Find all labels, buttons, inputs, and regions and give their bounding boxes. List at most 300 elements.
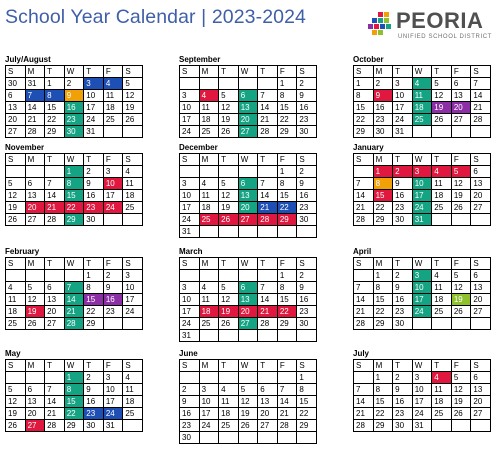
weekday-header: T — [432, 154, 452, 166]
month-name: December — [179, 143, 218, 152]
day-cell: 26 — [451, 306, 471, 318]
day-cell: 22 — [64, 408, 84, 420]
day-cell — [471, 420, 491, 432]
day-cell: 11 — [432, 282, 452, 294]
weekday-header: F — [451, 66, 471, 78]
day-cell: 1 — [277, 78, 297, 90]
day-cell — [297, 432, 317, 444]
day-cell: 23 — [393, 202, 413, 214]
day-cell: 31 — [84, 126, 104, 138]
day-cell: 26 — [219, 214, 239, 226]
day-cell: 19 — [219, 114, 239, 126]
day-cell: 26 — [451, 202, 471, 214]
day-cell: 20 — [6, 114, 26, 126]
day-cell — [258, 78, 278, 90]
day-cell: 24 — [123, 306, 143, 318]
day-cell: 22 — [277, 114, 297, 126]
day-cell: 12 — [219, 190, 239, 202]
week-row — [180, 420, 317, 432]
weekday-header: F — [451, 154, 471, 166]
day-cell — [6, 372, 26, 384]
weekday-header-row — [354, 154, 491, 166]
week-row — [6, 114, 143, 126]
day-cell: 8 — [354, 90, 374, 102]
week-row — [354, 190, 491, 202]
day-cell: 1 — [354, 78, 374, 90]
day-cell: 5 — [238, 384, 258, 396]
weekday-header: W — [238, 154, 258, 166]
day-cell: 8 — [373, 282, 393, 294]
day-cell: 26 — [6, 214, 26, 226]
day-cell: 10 — [103, 384, 123, 396]
day-cell: 29 — [373, 318, 393, 330]
day-cell: 10 — [199, 396, 219, 408]
day-cell: 11 — [123, 384, 143, 396]
day-cell: 18 — [199, 114, 219, 126]
day-cell: 6 — [258, 384, 278, 396]
day-cell: 5 — [219, 282, 239, 294]
day-cell: 29 — [373, 214, 393, 226]
day-cell — [451, 214, 471, 226]
week-row — [354, 408, 491, 420]
day-cell: 14 — [45, 396, 65, 408]
day-cell: 24 — [180, 126, 200, 138]
day-cell: 25 — [103, 114, 123, 126]
day-cell: 6 — [25, 384, 45, 396]
day-cell: 3 — [199, 384, 219, 396]
weekday-header-row — [354, 258, 491, 270]
day-cell: 24 — [412, 408, 432, 420]
day-cell: 27 — [471, 306, 491, 318]
day-cell: 28 — [354, 420, 374, 432]
week-row — [354, 126, 491, 138]
day-cell: 31 — [103, 420, 123, 432]
day-cell — [45, 166, 65, 178]
month-calendar — [353, 247, 491, 330]
month-name: June — [179, 349, 198, 358]
day-cell: 16 — [103, 294, 123, 306]
day-cell — [238, 78, 258, 90]
day-cell: 15 — [277, 102, 297, 114]
weekday-header: S — [180, 360, 200, 372]
week-row — [180, 114, 317, 126]
week-row — [354, 202, 491, 214]
day-cell: 19 — [6, 408, 26, 420]
weekday-header: F — [451, 360, 471, 372]
day-cell: 12 — [238, 396, 258, 408]
day-cell: 19 — [123, 102, 143, 114]
day-cell — [471, 318, 491, 330]
month-calendar — [353, 349, 491, 432]
weekday-header-row — [354, 66, 491, 78]
weekday-header: S — [6, 66, 26, 78]
day-cell: 7 — [64, 282, 84, 294]
day-cell: 7 — [354, 282, 374, 294]
day-cell — [103, 318, 123, 330]
week-row — [6, 90, 143, 102]
day-cell: 17 — [412, 396, 432, 408]
day-cell: 6 — [238, 282, 258, 294]
day-cell: 18 — [432, 294, 452, 306]
weekday-header: M — [199, 66, 219, 78]
day-cell: 20 — [451, 102, 471, 114]
weekday-header: T — [84, 258, 104, 270]
day-cell: 16 — [297, 102, 317, 114]
day-cell: 23 — [180, 420, 200, 432]
day-cell: 27 — [6, 126, 26, 138]
weekday-header: F — [103, 66, 123, 78]
weekday-header: M — [199, 154, 219, 166]
week-row — [180, 166, 317, 178]
day-cell: 9 — [393, 282, 413, 294]
day-cell: 2 — [180, 384, 200, 396]
day-cell: 7 — [258, 178, 278, 190]
weekday-header: T — [393, 66, 413, 78]
weekday-header: S — [354, 360, 374, 372]
day-cell: 30 — [84, 214, 104, 226]
day-cell: 11 — [6, 294, 26, 306]
day-cell: 24 — [412, 306, 432, 318]
day-cell: 30 — [180, 432, 200, 444]
weekday-header: W — [412, 154, 432, 166]
day-cell: 14 — [258, 102, 278, 114]
weekday-header: F — [103, 154, 123, 166]
week-row — [180, 202, 317, 214]
day-cell: 30 — [393, 318, 413, 330]
day-cell: 6 — [451, 78, 471, 90]
week-row — [6, 126, 143, 138]
week-row — [6, 282, 143, 294]
weekday-header: F — [103, 258, 123, 270]
day-cell: 16 — [393, 396, 413, 408]
day-cell: 10 — [123, 282, 143, 294]
day-cell — [238, 372, 258, 384]
week-row — [6, 214, 143, 226]
day-cell — [199, 432, 219, 444]
weekday-header: T — [84, 154, 104, 166]
day-cell: 16 — [393, 190, 413, 202]
day-cell: 30 — [393, 214, 413, 226]
weekday-header: W — [412, 360, 432, 372]
weekday-header-row — [180, 360, 317, 372]
day-cell: 21 — [25, 114, 45, 126]
day-cell — [451, 420, 471, 432]
day-cell: 11 — [199, 294, 219, 306]
month-table — [5, 359, 143, 432]
weekday-header: F — [277, 66, 297, 78]
day-cell: 3 — [393, 78, 413, 90]
day-cell — [258, 372, 278, 384]
month-calendar — [353, 143, 491, 226]
day-cell: 24 — [84, 114, 104, 126]
week-row — [354, 306, 491, 318]
week-row — [354, 318, 491, 330]
day-cell — [219, 372, 239, 384]
day-cell: 9 — [297, 178, 317, 190]
week-row — [6, 270, 143, 282]
day-cell: 30 — [373, 126, 393, 138]
day-cell — [432, 318, 452, 330]
day-cell: 14 — [25, 102, 45, 114]
week-row — [180, 178, 317, 190]
weekday-header: S — [354, 258, 374, 270]
day-cell: 27 — [238, 318, 258, 330]
day-cell: 30 — [84, 420, 104, 432]
weekday-header: T — [45, 66, 65, 78]
day-cell — [238, 432, 258, 444]
week-row — [180, 294, 317, 306]
day-cell: 9 — [393, 178, 413, 190]
day-cell: 21 — [277, 408, 297, 420]
day-cell: 17 — [180, 202, 200, 214]
day-cell — [354, 166, 374, 178]
day-cell: 5 — [25, 282, 45, 294]
day-cell: 31 — [412, 420, 432, 432]
month-table — [179, 257, 317, 342]
month-table — [353, 257, 491, 330]
day-cell: 2 — [393, 372, 413, 384]
day-cell: 7 — [354, 384, 374, 396]
day-cell: 30 — [64, 126, 84, 138]
day-cell: 24 — [393, 114, 413, 126]
month-table — [353, 153, 491, 226]
weekday-header: S — [354, 154, 374, 166]
day-cell — [180, 270, 200, 282]
day-cell: 25 — [199, 214, 219, 226]
day-cell: 26 — [6, 420, 26, 432]
day-cell: 21 — [258, 202, 278, 214]
day-cell: 21 — [45, 202, 65, 214]
day-cell: 8 — [373, 384, 393, 396]
month-name: April — [353, 247, 372, 256]
weekday-header: S — [297, 66, 317, 78]
month-calendar — [179, 55, 317, 138]
day-cell: 13 — [451, 90, 471, 102]
day-cell: 14 — [354, 396, 374, 408]
weekday-header: S — [123, 154, 143, 166]
week-row — [354, 294, 491, 306]
day-cell: 4 — [412, 78, 432, 90]
week-row — [180, 408, 317, 420]
weekday-header-row — [6, 258, 143, 270]
day-cell: 13 — [258, 396, 278, 408]
weekday-header: W — [412, 258, 432, 270]
day-cell: 7 — [354, 178, 374, 190]
day-cell: 12 — [6, 396, 26, 408]
weekday-header: W — [64, 66, 84, 78]
weekday-header: S — [471, 360, 491, 372]
day-cell: 1 — [373, 166, 393, 178]
day-cell — [471, 214, 491, 226]
day-cell — [103, 126, 123, 138]
day-cell — [297, 226, 317, 238]
day-cell: 13 — [238, 190, 258, 202]
day-cell: 11 — [432, 178, 452, 190]
day-cell — [180, 166, 200, 178]
weekday-header: W — [64, 360, 84, 372]
week-row — [354, 178, 491, 190]
day-cell: 10 — [180, 190, 200, 202]
weekday-header: W — [238, 360, 258, 372]
day-cell: 29 — [277, 214, 297, 226]
week-row — [6, 306, 143, 318]
week-row — [180, 126, 317, 138]
day-cell: 14 — [258, 294, 278, 306]
weekday-header: M — [373, 258, 393, 270]
weekday-header: S — [297, 360, 317, 372]
month-calendar — [5, 349, 143, 432]
day-cell: 16 — [84, 190, 104, 202]
day-cell: 14 — [354, 294, 374, 306]
day-cell — [238, 330, 258, 342]
week-row — [354, 282, 491, 294]
day-cell: 7 — [45, 384, 65, 396]
day-cell — [432, 420, 452, 432]
day-cell: 12 — [219, 102, 239, 114]
day-cell — [199, 78, 219, 90]
day-cell: 15 — [64, 396, 84, 408]
week-row — [180, 190, 317, 202]
day-cell — [354, 270, 374, 282]
day-cell: 5 — [219, 90, 239, 102]
weekday-header: T — [45, 154, 65, 166]
day-cell: 26 — [219, 318, 239, 330]
day-cell: 29 — [84, 318, 104, 330]
weekday-header: T — [393, 154, 413, 166]
month-table — [179, 359, 317, 444]
day-cell: 21 — [354, 202, 374, 214]
day-cell — [238, 226, 258, 238]
day-cell: 7 — [258, 282, 278, 294]
day-cell: 28 — [64, 318, 84, 330]
day-cell: 20 — [238, 202, 258, 214]
day-cell: 31 — [393, 126, 413, 138]
day-cell: 27 — [451, 114, 471, 126]
day-cell: 1 — [373, 372, 393, 384]
day-cell: 1 — [64, 372, 84, 384]
day-cell: 15 — [373, 190, 393, 202]
weekday-header-row — [354, 360, 491, 372]
day-cell: 5 — [123, 78, 143, 90]
day-cell — [238, 166, 258, 178]
week-row — [180, 432, 317, 444]
day-cell: 26 — [238, 420, 258, 432]
day-cell: 17 — [180, 306, 200, 318]
day-cell: 29 — [354, 126, 374, 138]
week-row — [180, 226, 317, 238]
day-cell: 27 — [238, 214, 258, 226]
day-cell: 2 — [84, 372, 104, 384]
day-cell: 22 — [64, 202, 84, 214]
day-cell: 17 — [123, 294, 143, 306]
day-cell: 30 — [297, 214, 317, 226]
week-row — [354, 372, 491, 384]
day-cell: 28 — [258, 214, 278, 226]
week-row — [354, 420, 491, 432]
day-cell: 21 — [471, 102, 491, 114]
day-cell: 29 — [277, 318, 297, 330]
week-row — [180, 282, 317, 294]
day-cell: 4 — [432, 270, 452, 282]
week-row — [180, 330, 317, 342]
day-cell: 23 — [393, 306, 413, 318]
day-cell: 6 — [238, 178, 258, 190]
day-cell: 25 — [123, 202, 143, 214]
day-cell: 7 — [277, 384, 297, 396]
day-cell: 9 — [180, 396, 200, 408]
day-cell — [123, 214, 143, 226]
day-cell: 22 — [297, 408, 317, 420]
day-cell: 27 — [471, 202, 491, 214]
day-cell: 22 — [354, 114, 374, 126]
day-cell: 2 — [297, 78, 317, 90]
day-cell: 9 — [297, 282, 317, 294]
day-cell: 29 — [277, 126, 297, 138]
day-cell: 11 — [103, 90, 123, 102]
day-cell — [199, 372, 219, 384]
day-cell: 15 — [84, 294, 104, 306]
day-cell: 6 — [471, 166, 491, 178]
weekday-header-row — [6, 66, 143, 78]
day-cell: 13 — [471, 282, 491, 294]
weekday-header: M — [25, 360, 45, 372]
weekday-header: W — [412, 66, 432, 78]
weekday-header: F — [451, 258, 471, 270]
month-table — [353, 65, 491, 138]
weekday-header: T — [84, 360, 104, 372]
weekday-header: F — [277, 360, 297, 372]
day-cell: 13 — [25, 396, 45, 408]
day-cell: 3 — [180, 178, 200, 190]
week-row — [180, 214, 317, 226]
day-cell: 23 — [297, 306, 317, 318]
day-cell: 1 — [45, 78, 65, 90]
day-cell: 19 — [219, 202, 239, 214]
day-cell: 2 — [393, 270, 413, 282]
month-name: March — [179, 247, 203, 256]
day-cell: 30 — [297, 318, 317, 330]
week-row — [6, 384, 143, 396]
day-cell: 9 — [84, 178, 104, 190]
month-name: July/August — [5, 55, 51, 64]
day-cell: 3 — [412, 166, 432, 178]
weekday-header: S — [123, 360, 143, 372]
week-row — [6, 318, 143, 330]
day-cell: 12 — [6, 190, 26, 202]
week-row — [180, 102, 317, 114]
weekday-header: T — [258, 154, 278, 166]
day-cell: 23 — [84, 202, 104, 214]
day-cell: 7 — [258, 90, 278, 102]
day-cell — [103, 214, 123, 226]
day-cell: 10 — [103, 178, 123, 190]
day-cell: 24 — [180, 214, 200, 226]
day-cell: 22 — [373, 408, 393, 420]
day-cell: 11 — [123, 178, 143, 190]
day-cell: 22 — [373, 306, 393, 318]
day-cell: 18 — [199, 306, 219, 318]
day-cell: 11 — [432, 384, 452, 396]
day-cell: 23 — [393, 408, 413, 420]
day-cell: 29 — [45, 126, 65, 138]
day-cell: 8 — [45, 90, 65, 102]
weekday-header: T — [45, 258, 65, 270]
week-row — [180, 270, 317, 282]
day-cell — [180, 78, 200, 90]
day-cell: 23 — [373, 114, 393, 126]
day-cell: 5 — [6, 384, 26, 396]
day-cell: 2 — [103, 270, 123, 282]
